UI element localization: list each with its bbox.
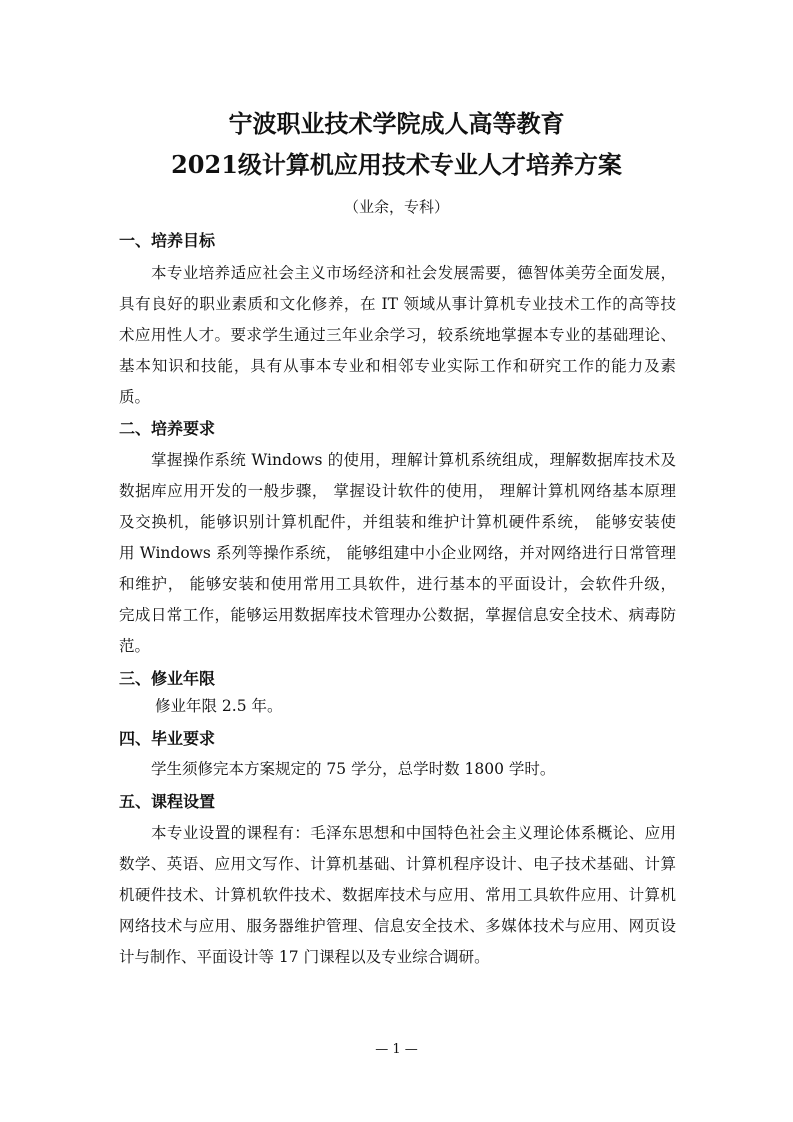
paragraph-line: 具有良好的职业素质和文化修养，在 IT 领域从事计算机专业技术工作的高等技 bbox=[119, 295, 676, 313]
paragraph-line: 修业年限 2.5 年。 bbox=[155, 697, 283, 715]
paragraph-line: 数据库应用开发的一般步骤， 掌握设计软件的使用， 理解计算机网络基本原理 bbox=[119, 482, 676, 500]
section-heading-goals: 一、培养目标 bbox=[119, 231, 216, 250]
document-title-line1: 宁波职业技术学院成人高等教育 bbox=[228, 109, 565, 138]
section-heading-graduation: 四、毕业要求 bbox=[119, 729, 216, 748]
paragraph-line: 本专业培养适应社会主义市场经济和社会发展需要，德智体美劳全面发展， bbox=[151, 264, 676, 282]
paragraph-line: 学生须修完本方案规定的 75 学分，总学时数 1800 学时。 bbox=[151, 760, 556, 778]
paragraph-line: 完成日常工作，能够运用数据库技术管理办公数据，掌握信息安全技术、病毒防 bbox=[119, 606, 676, 624]
section-heading-requirements: 二、培养要求 bbox=[119, 419, 216, 438]
paragraph-line: 及交换机，能够识别计算机配件，并组装和维护计算机硬件系统， 能够安装使 bbox=[119, 513, 676, 531]
document-title-line2: 2021级计算机应用技术专业人才培养方案 bbox=[171, 150, 622, 179]
section-heading-courses: 五、课程设置 bbox=[119, 792, 216, 811]
paragraph-line: 基本知识和技能，具有从事本专业和相邻专业实际工作和研究工作的能力及素 bbox=[119, 357, 676, 375]
document-subtitle: （业余，专科） bbox=[343, 198, 449, 216]
paragraph-line: 范。 bbox=[119, 637, 151, 655]
section-heading-duration: 三、修业年限 bbox=[119, 669, 216, 688]
paragraph-line: 机硬件技术、计算机软件技术、数据库技术与应用、常用工具软件应用、计算机 bbox=[119, 886, 676, 904]
paragraph-line: 用 Windows 系列等操作系统， 能够组建中小企业网络，并对网络进行日常管理 bbox=[119, 544, 676, 562]
paragraph-line: 网络技术与应用、服务器维护管理、信息安全技术、多媒体技术与应用、网页设 bbox=[119, 917, 676, 935]
page-number: — 1 — bbox=[375, 1042, 418, 1057]
paragraph-line: 术应用性人才。要求学生通过三年业余学习，较系统地掌握本专业的基础理论、 bbox=[119, 326, 676, 344]
paragraph-line: 和维护， 能够安装和使用常用工具软件，进行基本的平面设计，会软件升级， bbox=[119, 575, 676, 593]
paragraph-line: 计与制作、平面设计等 17 门课程以及专业综合调研。 bbox=[119, 948, 490, 966]
paragraph-line: 本专业设置的课程有：毛泽东思想和中国特色社会主义理论体系概论、应用 bbox=[151, 824, 676, 842]
paragraph-line: 数学、英语、应用文写作、计算机基础、计算机程序设计、电子技术基础、计算 bbox=[119, 855, 676, 873]
paragraph-line: 质。 bbox=[119, 388, 151, 406]
paragraph-line: 掌握操作系统 Windows 的使用，理解计算机系统组成，理解数据库技术及 bbox=[151, 451, 676, 469]
